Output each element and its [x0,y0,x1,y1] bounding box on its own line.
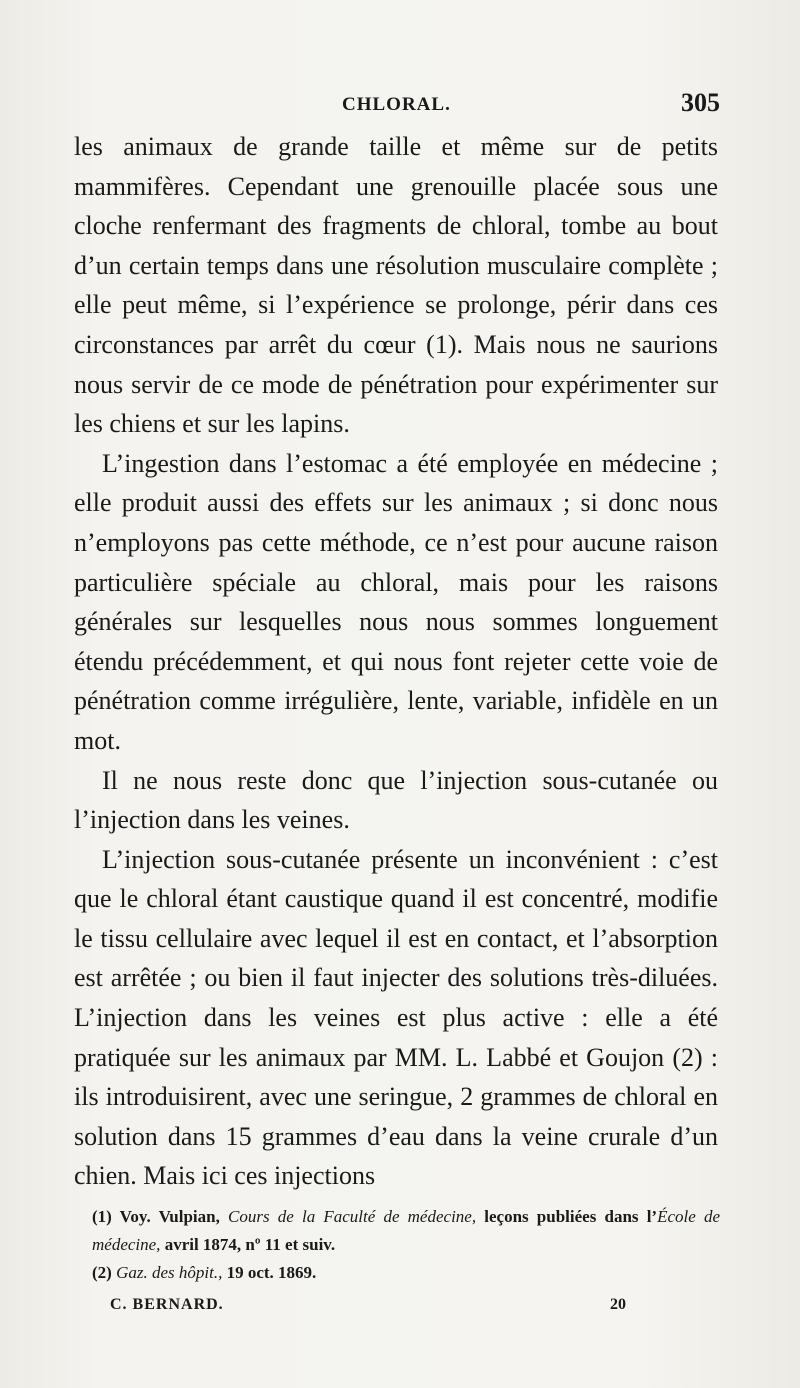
footnote-1-end: avril 1874, nº 11 et suiv. [160,1235,336,1254]
footnote-1-title: Cours de la Faculté de médecine, [228,1207,477,1226]
signature-mark: C. BERNARD. [110,1296,224,1313]
footnote-1-middle: leçons publiées dans l’ [476,1207,658,1226]
page-footer [110,1296,710,1320]
footnotes [92,1203,720,1287]
page-number: 305 [681,88,720,117]
footnote-2-marker: (2) [92,1263,117,1282]
footnote-1-journal: École de médecine, [92,1207,720,1254]
paragraph-1: les animaux de grande taille et même sur de petits mammifères. Cependant une grenouille placée sous une cloche renfermant des fragments de chloral, tombe au bout d’un certain temps dans une résolution musculaire complète ; elle peut même, si l’expérience se prolonge, périr dans ces circonstances par arrêt du cœur (1). Mais nous ne saurions nous servir de ce mode de pénétration pour expérimenter sur les chiens et sur les lapins. [74,132,718,439]
paragraph-3: Il ne nous reste donc que l’injection sous-cutanée ou l’injection dans les veines. [74,765,718,835]
running-head: CHLORAL. [342,94,451,115]
footnote-2 [92,1259,720,1287]
sheet-number: 20 [610,1296,626,1313]
footnote-1-marker: (1) Voy. Vulpian, [92,1207,229,1226]
paragraph-2: L’ingestion dans l’estomac a été employée en médecine ; elle produit aussi des effets sur les animaux ; si donc nous n’employons pas cette méthode, ce n’est pour aucune raison particulière spéciale au chloral, mais pour les raisons générales sur lesquelles nous nous sommes longuement étendu précédemment, et qui nous font rejeter cette voie de pénétration comme irrégulière, lente, variable, infidèle en un mot. [74,448,718,755]
footnote-2-journal: Gaz. des hôpit., [116,1263,223,1282]
paragraph-4: L’injection sous-cutanée présente un inconvénient : c’est que le chloral étant caustique quand il est concentré, modifie le tissu cellulaire avec lequel il est en contact, et l’absorption est arrêtée ; ou bien il faut injecter des solutions très-diluées. L’injection dans les veines est plus active : elle a été pratiquée sur les animaux par MM. L. Labbé et Goujon (2) : ils introduisirent, avec une seringue, 2 grammes de chloral en solution dans 15 grammes d’eau dans la veine crurale d’un chien. Mais ici ces injections [74,844,718,1191]
body-text [74,127,718,1196]
footnote-1 [92,1203,720,1259]
footnote-2-end: 19 oct. 1869. [222,1263,317,1282]
page-header [60,88,720,122]
